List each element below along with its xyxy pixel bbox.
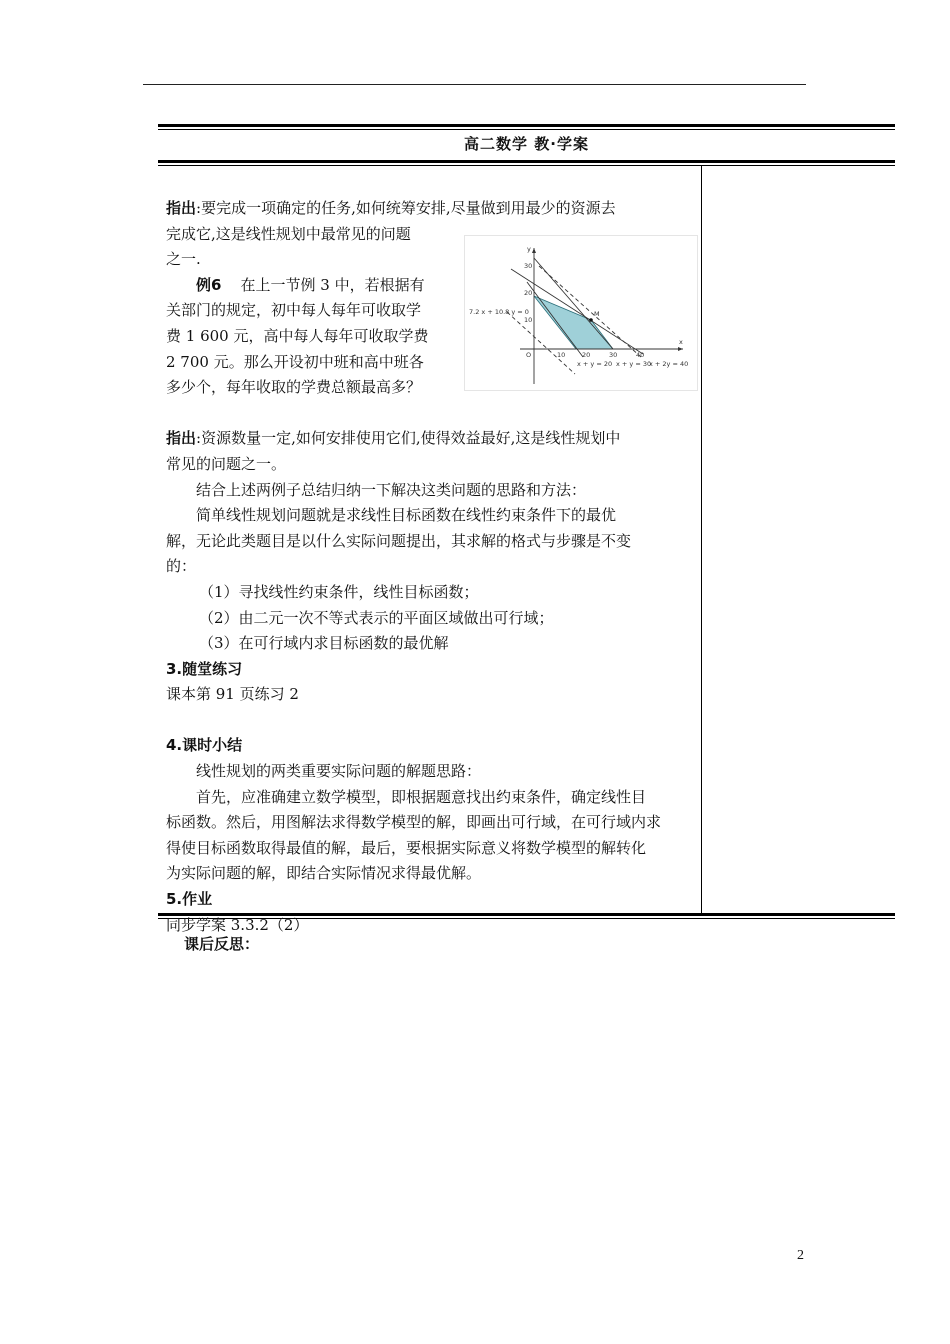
tick-y-20: 20 — [524, 289, 533, 297]
note-1-line-2: 完成它,这是线性规划中最常见的问题 — [166, 224, 411, 243]
note-1-line-3: 之一. — [166, 250, 201, 269]
tick-x-40: 40 — [636, 351, 645, 359]
example-6-label: 例6 — [196, 275, 222, 294]
y-axis-label: y — [527, 245, 531, 253]
table-header-border — [158, 160, 895, 166]
note-2 — [166, 426, 696, 452]
step-3: （3）在可行域内求目标函数的最优解 — [199, 634, 449, 653]
point-m — [589, 318, 593, 322]
after-class-reflection: 课后反思： — [184, 935, 260, 953]
margin-column-divider — [701, 166, 702, 915]
section-5-title: 5.作业 — [166, 890, 213, 909]
note-1-text: :要完成一项确定的任务,如何统筹安排,尽量做到用最少的资源去 — [196, 199, 616, 217]
tick-x-30: 30 — [609, 351, 618, 359]
line-label-x-plus-y-20: x + y = 20 — [577, 360, 613, 368]
table-top-border — [158, 124, 895, 130]
line-label-x-plus-2y-40: x + 2y = 40 — [649, 360, 689, 368]
section-4-line-3: 得使目标函数取得最值的解，最后，要根据实际意义将数学模型的解转化 — [166, 838, 647, 857]
note-1-label: 指出 — [166, 199, 197, 217]
page-title: 高二数学 教·学案 — [464, 135, 589, 153]
tick-x-20: 20 — [582, 351, 591, 359]
note-2-line-2: 常见的问题之一。 — [166, 454, 287, 473]
summary-line-2: 解，无论此类题目是以什么实际问题提出，其求解的格式与步骤是不变 — [166, 531, 632, 550]
tick-x-10: 10 — [557, 351, 566, 359]
line-label-x-plus-y-30: x + y = 30 — [616, 360, 652, 368]
page-number: 2 — [797, 1248, 804, 1263]
objective-line-label: 7.2 x + 10.8 y = 0 — [469, 308, 529, 316]
summary-line-3: 的： — [166, 557, 197, 576]
example-6-line-2: 关部门的规定，初中每人每年可收取学 — [166, 301, 422, 320]
tick-y-30: 30 — [524, 262, 533, 270]
example-6-line-5: 多少个，每年收取的学费总额最高多？ — [166, 378, 422, 397]
y-arrow — [532, 248, 536, 253]
section-4-intro: 线性规划的两类重要实际问题的解题思路： — [196, 762, 482, 781]
feasible-region-figure — [464, 235, 698, 391]
tick-y-10: 10 — [524, 316, 533, 324]
example-6-line-3: 费 1 600 元，高中每人每年可收取学费 — [166, 326, 429, 345]
step-1: （1）寻找线性约束条件，线性目标函数； — [199, 582, 479, 601]
summary-intro: 结合上述两例子总结归纳一下解决这类问题的思路和方法： — [196, 480, 587, 499]
note-2-label: 指出 — [166, 429, 197, 448]
example-6-line-1: 在上一节例 3 中，若根据有 — [240, 275, 425, 294]
section-3-text: 课本第 91 页练习 2 — [166, 685, 299, 704]
step-2: （2）由二元一次不等式表示的平面区域做出可行域； — [199, 608, 554, 627]
section-4-line-2: 标函数。然后，用图解法求得数学模型的解，即画出可行域，在可行域内求 — [166, 813, 662, 832]
x-arrow — [678, 347, 683, 351]
note-1 — [166, 196, 696, 222]
example-6-line-4: 2 700 元。那么开设初中班和高中班各 — [166, 352, 424, 371]
origin-label: O — [526, 351, 532, 359]
section-3-title: 3.随堂练习 — [166, 659, 243, 678]
summary-line-1: 简单线性规划问题就是求线性目标函数在线性约束条件下的最优 — [196, 506, 617, 525]
point-m-label: M — [594, 310, 600, 318]
section-4-line-1: 首先，应准确建立数学模型，即根据题意找出约束条件，确定线性目 — [196, 787, 647, 806]
section-4-line-4: 为实际问题的解，即结合实际情况求得最优解。 — [166, 864, 482, 883]
section-4-title: 4.课时小结 — [166, 736, 243, 755]
feasible-region-graph — [465, 236, 697, 390]
section-5-text: 同步学案 3.3.2（2） — [166, 915, 309, 934]
header-rule — [143, 84, 806, 85]
x-axis-label: x — [679, 338, 683, 346]
note-2-text: :资源数量一定,如何安排使用它们,使得效益最好,这是线性规划中 — [196, 429, 621, 448]
example-6 — [166, 273, 454, 299]
